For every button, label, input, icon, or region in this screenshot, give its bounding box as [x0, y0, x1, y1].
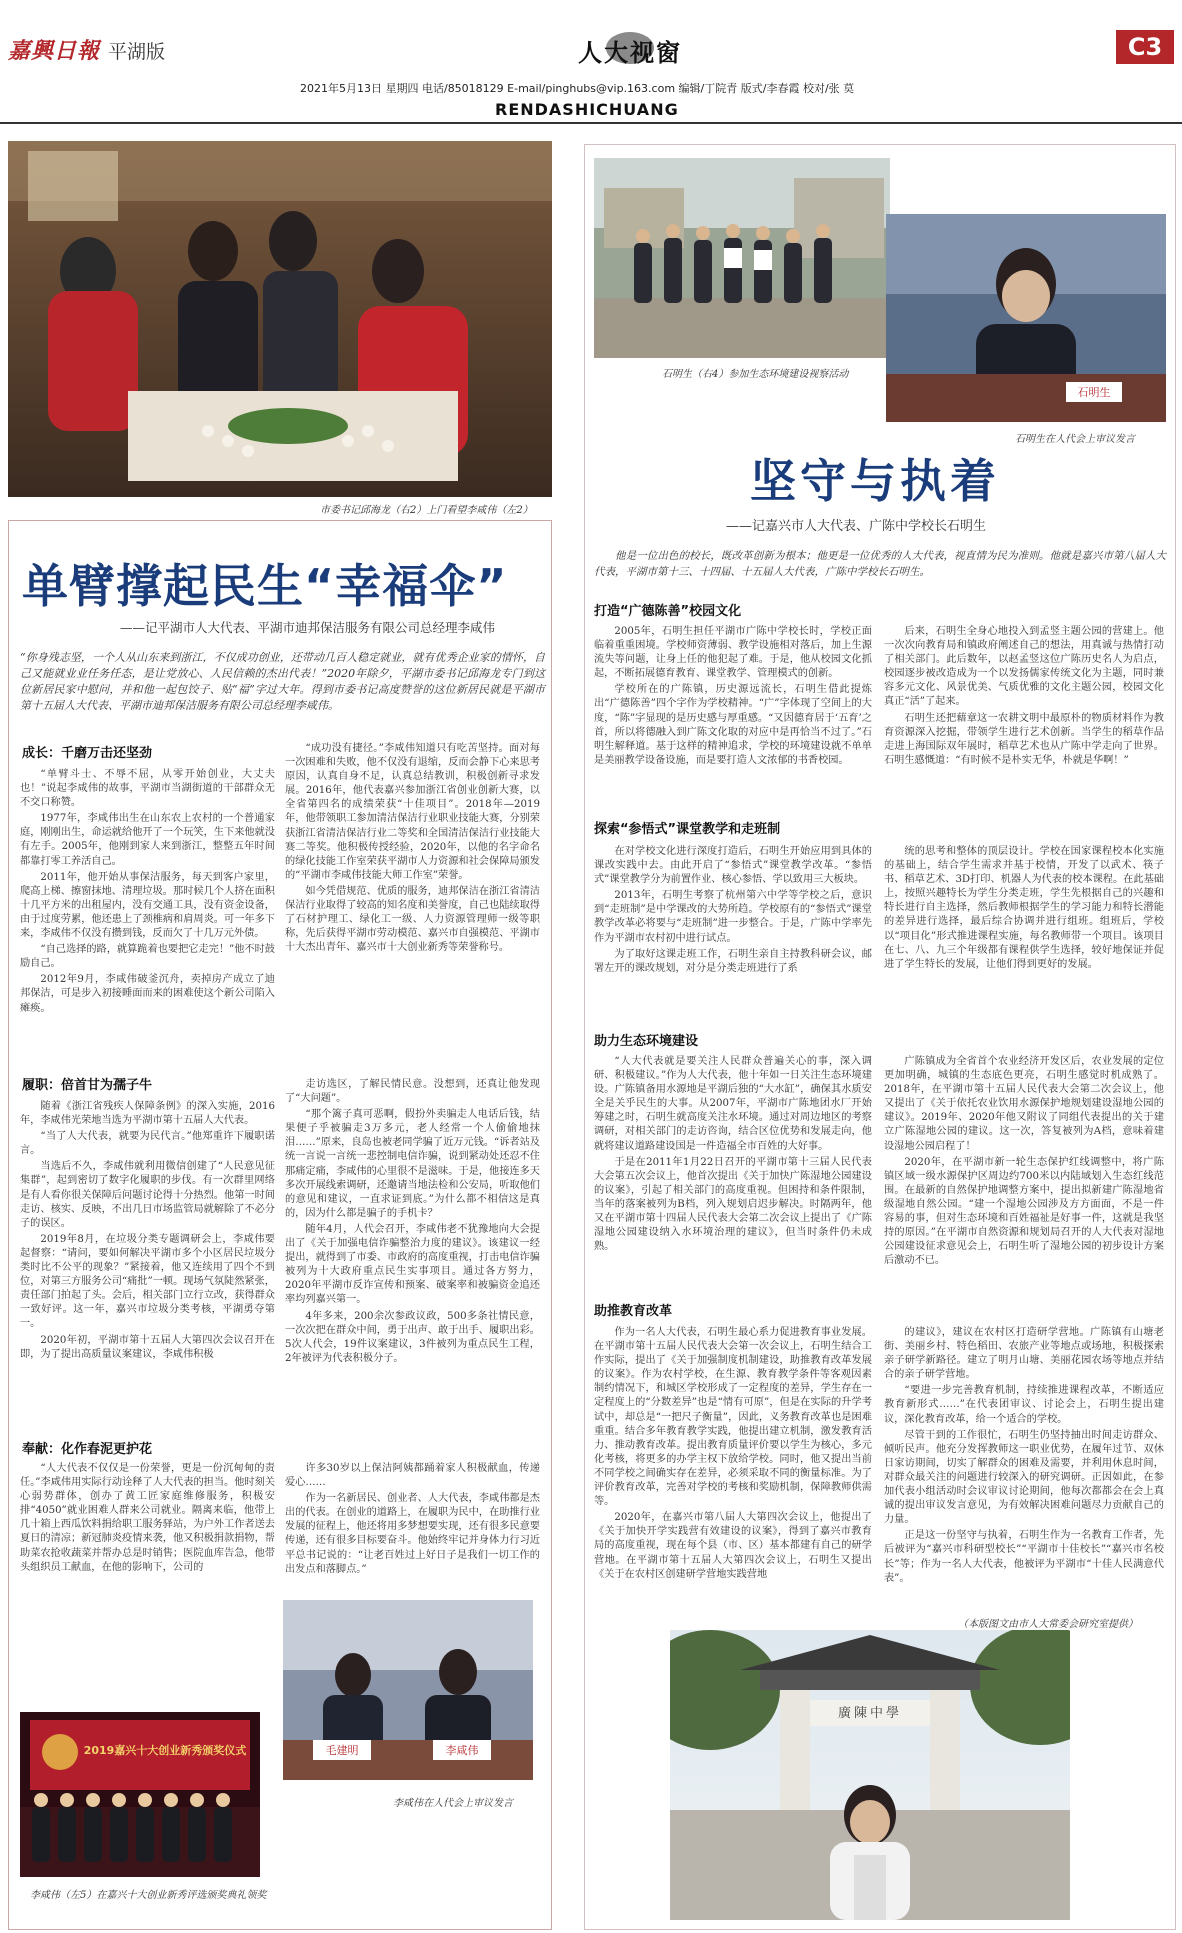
gate-plaque: 廣陳中學: [837, 1706, 902, 1721]
photo-school-gate: [670, 1630, 1070, 1920]
masthead-rule: [0, 122, 1182, 124]
left-subline: ——记平湖市人大代表、平湖市迪邦保洁服务有限公司总经理李咸伟: [120, 620, 496, 635]
paragraph: “那个篱子真可恶啊，假扮外卖骗走人电话后钱，结果便子乎被骗走3万多元，老人经常一个人偷偷地抹泪……”原来，良岛也被老同学骗了近万元钱。“诉者站及统一言说一言统一悲控制电信诈骗，说到紧动处还忍不住那痛定痛，李咸伟的心里很不是滋味。于是，他接连多天多次开展线索调研，还邀请当地法检和公安局，听取他们的意见和建议，一直求证到底。”为什么都不相信这是真的，因为什么都是骗子的手机卡？: [285, 1109, 540, 1219]
paragraph: “自己选择的路，就算跪着也要把它走完！”他不时鼓励自己。: [20, 944, 275, 970]
left-s1-title: 成长：千磨万击还坚劲: [22, 746, 153, 761]
left-s1-col2: [285, 742, 540, 1060]
paragraph: 尽管干到的工作很忙，石明生仍坚持抽出时间走访群众、倾听民声。他充分发挥教师这一职业优势，在履年过节、双休日家访期间，切实了解群众的困难及需要，并利用休息时间，对群众最关注的问题进行较深入的研究调研。正因如此，在参加代表小组活动时会议审议讨论期间，他每次都都会在会上真诚的提出审议发言意见，为有效解决困难问题尽力贡献自己的力量。: [884, 1429, 1164, 1526]
left-s3-title: 奉献：化作春泥更护花: [22, 1442, 153, 1457]
masthead: [0, 0, 1182, 120]
left-headline: 单臂撑起民生“幸福伞”: [22, 559, 508, 613]
paragraph: 2005年，石明生担任平湖市广陈中学校长时，学校正面临着重重困境。学校师资薄弱、教学设施相对落后，加上生源流失等问题，让身上任的他犯起了难。于是，他从校园文化抓起，不断拓展德育教育、课堂教学、管理模式的创新。: [594, 626, 872, 680]
name-card: 毛建明: [325, 1744, 359, 1757]
name-card: 石明生: [1077, 386, 1111, 399]
paragraph: 统的思考和整体的顶层设计。学校在国家课程校本化实施的基础上，结合学生需求并基于校情，开发了以武术、筷子书、稻草艺术、3D打印、机器人为代表的校本课程。在此基础上，按照兴趣特长为学生分类走班，学生先根据自己的兴趣和特长进行自主选择，然后教师根据学生的学习能力和特长潜能的差异进行选择，最后综合协调并进行组班。组班后，学校以“项目化”形式推进课程实施，每名教师带一个项目。该项目在七、八、九三个年级都有课程供学生选择，较好地保证并促进了学生特长的发展，让他们得到更好的发展。: [884, 846, 1164, 970]
paragraph: 学校所在的广陈镇，历史源远流长，石明生借此提炼出“广德陈善”四个字作为学校精神。“广”字体现了空间上的大度，“陈”字显现的是历史感与厚重感。“又因德育居于‘五育’之首，所以将德融入到广陈文化取的对应中是再恰当不过了。”石明生解释道。基于这样的精神追求，学校的环境建设就不单单是美丽教学设备设施，而是要打造人文浓郁的书香校园。: [594, 684, 872, 766]
paragraph: 后来，石明生全身心地投入到孟竖主题公园的营建上。他一次次向教育局和镇政府阐述自己的想法，用真诚与热情打动了相关部门。此后数年，以赵孟竖这位广陈历史名人为启点，校园逐步被改造成为一个以发扬儒家传统文化为主题，同时兼容多元文化、风景优美、气质优雅的文化主题公园，校园文化真正“活”了起来。: [884, 626, 1164, 708]
column-title-logo: [560, 28, 700, 68]
paragraph: “当了人大代表，就要为民代言。”他郑重许下履职诺言。: [20, 1131, 275, 1157]
photo-bottom1-caption: 李咸伟在人代会上审议发言: [393, 1798, 513, 1809]
paragraph: 4年多来，200余次参政议政，500多条社情民意，一次次把在群众中间，勇于出声、敢于出手、履职出彩。5次人代会，19件议案建议，3件被列为重点民生工程，2年被评为代表积极分子。: [285, 1310, 540, 1364]
paragraph: 2012年9月，李咸伟破釜沉舟，卖掉房产成立了迪邦保洁，可是步入初接睡面而来的困难使这个新公司陷入瘫痪。: [20, 974, 275, 1014]
paragraph: 当选后不久，李咸伟就利用微信创建了“人民意见征集群”，起到密切了数字化履职的步伐。有一次群里网络是有人看你很关保障后问题讨论得十分热烈。他第一时间走访、核实、反映，不出几日市场监管局就解除了不必分子的误区。: [20, 1161, 275, 1229]
left-s3-col1: [20, 1462, 275, 1592]
dateline: 2021年5月13日 星期四 电话/85018129 E-mail/pinghubs@vip.163.com 编辑/丁院青 版式/李春霞 校对/张 莫: [300, 82, 855, 95]
page-code: C3: [1116, 30, 1174, 64]
paragraph: “成功没有捷径。”李咸伟知道只有吃苦坚持。面对每一次困难和失败，他不仅没有退缩，反而会静下心来思考原因，认真自身不足，认真总结教训，积极创新寻求发展。2016年，他代表嘉兴参加浙江省创业创新大赛，以全省第四名的成绩荣获“十佳项目”。2018年—2019年，他带领职工参加清洁保洁行业职业技能大赛，分别荣获浙江省清洁保洁行业二等奖和全国清洁保洁行业技能大赛二等奖。他积极传授经验，2020年，以他的名字命名的绿化技能工作室荣获平湖市人力资源和社会保障局颁发的“平湖市李咸伟技能大师工作室”荣誉。: [285, 743, 540, 881]
right-subline: ——记嘉兴市人大代表、广陈中学校长石明生: [726, 519, 987, 534]
right-s3-title: 助力生态环境建设: [594, 1034, 699, 1049]
paragraph: 2020年初，平湖市第十五届人大第四次会议召开在即，为了提出高质量议案建议，李咸伟积极: [20, 1334, 275, 1360]
paragraph: 作为一名新居民、创业者、人大代表，李咸伟都是杰出的代表。在创业的道路上，在履职为民中，在助推行业发展的征程上，他还将用多梦想要实现，还有很多民意要传递，还有很多目标要奋斗。他始终牢记并身体力行习近平总书记说的：“让老百姓过上好日子是我们一切工作的出发点和落脚点。”: [285, 1493, 540, 1575]
paragraph: 的建议》，建议在农村区打造研学营地。广陈镇有山塘老街、美丽乡村、特色稻田、农旅产业等地点或场地，积极探索亲子研学新路径。建立了明月山塘、美丽花园农场等地点并结合的亲子研学营地。: [884, 1327, 1164, 1381]
right-s3-col2: [884, 1055, 1164, 1305]
paragraph: 2019年8月，在垃圾分类专题调研会上，李咸伟要起督察：“请问，要如何解决平湖市多个小区居民垃圾分类时比不公平的现象？”紧接着，他又连续用了四个不到位，对第三方服务公司“痛批”一顿。现场气氛陡然紧张，责任部门拍起了头。会后，相关部门立行立改，获得群众一致好评。这一年，嘉兴市垃圾分类考核，平湖勇夺第一。: [20, 1233, 275, 1330]
name-card: 李咸伟: [445, 1744, 479, 1757]
paragraph: 广陈镇成为全省首个农业经济开发区后，农业发展的定位更加明确，城镇的生态底色更亮，石明生感觉时机成熟了。2018年，在平湖市第十五届人民代表大会第二次会议上，他又提出了《关于依托农业饮用水源保护地规划建设湿地公园的建议》。2019年、2020年他又附议了同组代表提出的关于建立广陈湿地公园的建议。这一次，答复被列为A档，意味着建设湿地公园启程了！: [884, 1056, 1164, 1152]
paragraph: 随着《浙江省残疾人保障条例》的深入实施，2016年，李咸伟光荣地当选为平湖市第十五届人大代表。: [20, 1101, 275, 1127]
edition-label: 平湖版: [108, 41, 166, 63]
right-s1-col1: [594, 625, 872, 813]
paragraph: 2020年，在嘉兴市第八届人大第四次会议上，他提出了《关于加快开学实践营有效建设的议案》，得到了嘉兴市教育局的高度重视，现在每个县（市、区）基本都建有自己的研学营地。在平湖市第十五届人大第四次会议上，石明生又提出《关于在农村区创建研学营地实践营地: [594, 1512, 872, 1580]
paragraph: 2011年，他开始从事保洁服务，每天到客户家里，爬高上梯、擦窗抹地、清理垃圾。那时候几个人挤在面积十几平方米的出租屋内，没有交通工具，没有资金设备，由于过度劳累，他还患上了颈椎病和肩周炎。可一年多下来，李咸伟不仅没有攒到钱，反而欠了十几万元外债。: [20, 871, 275, 940]
photo-a-caption: 石明生（右4）参加生态环境建设视察活动: [662, 369, 849, 380]
right-s1-title: 打造“广德陈善”校园文化: [594, 604, 742, 619]
award-banner: 2019嘉兴十大创业新秀颁奖仪式: [83, 1744, 247, 1757]
left-s2-col1: [20, 1100, 275, 1430]
paper-name: 嘉興日報: [8, 38, 101, 64]
paragraph: 于是在2011年1月22日召开的平湖市第十三届人民代表大会第五次会议上，他首次提出《关于加快广陈湿地公园建设的议案》，引起了相关部门的高度重视。但困持和条件限制，当年的落案被列为B档，列入规划启迟步解决。时隔两年，他又在平湖市第十四届人民代表大会第二次会议上提出了《广陈湿地公园建设纳入水环境治理的建议》，但当时条件仍未成熟。: [594, 1156, 872, 1253]
paragraph: 正是这一份坚守与执着，石明生作为一名教育工作者，先后被评为“嘉兴市科研型校长”“平湖市十佳校长”“嘉兴市名校长”等；作为一名人大代表，他被评为平湖市“十佳人民满意代表”。: [884, 1530, 1164, 1584]
left-s3-col2: [285, 1462, 540, 1592]
left-s1-col1: [20, 768, 275, 1060]
paragraph: “人大代表不仅仅是一份荣誉，更是一份沉甸甸的责任。”李咸伟用实际行动诠释了人大代表的担当。他时刻关心弱势群体，创办了黄工匠家庭维修服务，积极安排“4050”就业困难人群来公司就业。隔离来临，他带上几十箱上西瓜饮料捐给职工服务驿站，为户外工作者送去夏日的清凉；新冠肺炎疫情来袭，他又积极捐款捐物，帮助菜农抢收蔬菜并帮办总是时销售；医院血库告急，他带头组织员工献血，在他的影响下，公司的: [20, 1463, 275, 1573]
paragraph: 走访选区，了解民情民意。没想到，还真让他发现了“大问题”。: [285, 1079, 540, 1105]
right-s2-title: 探索“参悟式”课堂教学和走班制: [594, 822, 781, 837]
pinyin-title: RENDASHICHUANG: [495, 100, 679, 119]
photo-b-caption: 石明生在人代会上审议发言: [1015, 434, 1135, 445]
photo-bottom2-caption: 李咸伟（左5）在嘉兴十大创业新秀评选颁奖典礼领奖: [30, 1890, 267, 1901]
paragraph: “单臂斗士、不辱不屈，从零开始创业，大丈夫也！”说起李咸伟的故事，平湖市当湖街道的干部群众无不交口称赞。: [20, 769, 275, 809]
right-s2-col1: [594, 845, 872, 1017]
right-s3-col1: [594, 1055, 872, 1305]
byline: （本版图文由市人大常委会研究室提供）: [958, 1619, 1138, 1630]
paragraph: 2020年，在平湖市新一轮生态保护红线调整中，将广陈镇区域一级水源保护区周边约700米以内陆域划入生态红线范围。在最新的自然保护地调整方案中，提出拟新建广陈湿地省级湿地自然公园。“建一个湿地公园涉及方方面面，不是一件容易的事，但对生态环境和百姓福祉是好事一件，这就是我坚持的原因。”在平湖市自然资源和规划局召开的人大代表对湿地公园建设征求意见会上，石明生听了湿地公园的初步设计方案后激动不已。: [884, 1156, 1164, 1267]
left-s2-title: 履职：倍首甘为孺子牛: [22, 1078, 153, 1093]
paragraph: 1977年，李咸伟出生在山东农上农村的一个普通家庭，刚刚出生，命运就给他开了一个玩笑，生下来他就没有左手。2005年，他刚到家人来到浙江，整整五年时间都靠打零工养活自己。: [20, 813, 275, 867]
photo-dumpling-visit: [8, 141, 552, 497]
left-intro: “你身残志坚，一个人从山东来到浙江，不仅成功创业，还带动几百人稳定就业，就有优秀企业家的情怀，自己又能就业业任务任态，是让党放心、人民信赖的杰出代表！”2020年除夕，平湖市委书记邱海龙专门到这位新居民家中慰问，并和他一起包饺子、贴“福”字过大年。得到市委书记高度赞誉的这位新居民就是平湖市第十五届人大代表、平湖市迪邦保洁服务有限公司总经理李咸伟。: [20, 651, 545, 712]
right-intro: 他是一位出色的校长，既改革创新为根本；他更是一位优秀的人大代表，视直情为民为准则。他就是嘉兴市第八届人大代表，平湖市第十三、十四届、十五届人大代表，广陈中学校长石明生。: [594, 550, 1166, 578]
paragraph: 作为一名人大代表，石明生最心系力促进教育事业发展。在平湖市第十五届人民代表大会第一次会议上，石明生结合工作实际，提出了《关于加强制度机制建设，助推教育改革发展的议案》。作为农村学校，在生源、教育教学条件等客观因素制约情况下，和城区学校形成了一定程度的差异，学生存在一定程度上的“分数差异”也是“情有可原”，但是在实际的升学考试中，却总是“一把尺子衡量”，因此，义务教育改革也是困难重重。结合多年教育教学实践，他提出建立机制，激发教育活力、推动教育改革。提出教育质量评价要以学生为核心，多元化考核，将更多的办学主权下放给学校。同时，他又提出当前不同学校之间确实存在差异，必须采取不同的衡量标准。为了评价教育改革，完善对学校的考核和奖励机制，保障教师供需等。: [594, 1327, 872, 1508]
paragraph: 石明生还把藉章这一农耕文明中最原朴的物质材料作为教育资源深入挖掘，带领学生进行艺术创新。当学生的稻草作品走进上海国际双年展时，稻草艺术也从广陈中学走向了世界。石明生感慨道：“有时候不是朴实无华，朴就是华啊！”: [884, 712, 1164, 766]
photo-li-review: [283, 1600, 533, 1780]
paragraph: 在对学校文化进行深度打造后，石明生开始应用到具体的课改实践中去。由此开启了“参悟式”课堂教学改革。“参悟式”课堂教学分为前置作业、核心参悟、学以致用三大板块。: [594, 846, 872, 886]
right-s1-col2: [884, 625, 1164, 813]
right-s2-col2: [884, 845, 1164, 1017]
paragraph: 随年4月，人代会召开，李咸伟老不犹豫地向大会提出了《关于加强电信诈骗整治力度的建议》。该建议一经提出，就得到了市委、市政府的高度重视，打击电信诈骗被列为十大政府重点民生实事项目。通过各方努力，2020年平湖市反诈宣传和预案、破案率和被骗资金追还率均列嘉兴第一。: [285, 1223, 540, 1306]
paragraph: 为了取好这课走班工作，石明生亲自主持教科研会议，邮署左开的课改规划，对分是分类走班进行了系: [594, 948, 872, 974]
column-title: 人大视窗: [578, 38, 682, 67]
photo-award-ceremony: [20, 1712, 260, 1877]
right-s4-title: 助推教育改革: [594, 1304, 673, 1319]
right-headline: 坚守与执着: [750, 454, 1000, 508]
right-s4-col1: [594, 1326, 872, 1626]
photo-top-caption: 市委书记邱海龙（右2）上门看望李咸伟（左2）: [320, 505, 533, 516]
paragraph: 2013年，石明生考察了杭州第六中学等学校之后，意识到“走班制”是中学课改的大势所趋。学校原有的“参悟式”课堂教学改革必将要与“走班制”进一步整合。于是，广陈中学率先作为平湖市农村初中进行试点。: [594, 890, 872, 944]
left-s2-col2: [285, 1078, 540, 1430]
paragraph: 许多30岁以上保洁阿姨都踊着家人积极献血，传递爱心……: [285, 1463, 540, 1489]
right-s4-col2: [884, 1326, 1164, 1611]
paragraph: “要进一步完善教育机制，持续推进课程改革，不断适应教育新形式……”在代表团审议、讨论会上，石明生提出建议，深化教育改革，给一个适合的学校。: [884, 1385, 1164, 1425]
paragraph: “人大代表就是要关注人民群众普遍关心的事，深入调研、积极建议。”作为人大代表，他十年如一日关注生态环境建设。广陈镇备用水源地是平湖后独的“大水缸”，确保其水质安全是关乎民生的大事。从2007年，平湖市广陈地团水厂开始筹建之时，石明生就高度关注水环境。通过对周边地区的考察调研，对相关部门的走访咨询，结合区位优势和发展走向，他就将建议道路建设国是一件造福全市百姓的大好事。: [594, 1056, 872, 1152]
paragraph: 如今凭借规范、优质的服务，迪邦保洁在浙江省清洁保洁行业取得了较高的知名度和美誉度，自己也陆续取得了石材护理工、绿化工一级、人力资源管理师一级等职称，先后获得平湖市劳动模范、嘉兴市自强模范、平湖市十大杰出青年、嘉兴市十大创业新秀等荣誉称号。: [285, 885, 540, 954]
